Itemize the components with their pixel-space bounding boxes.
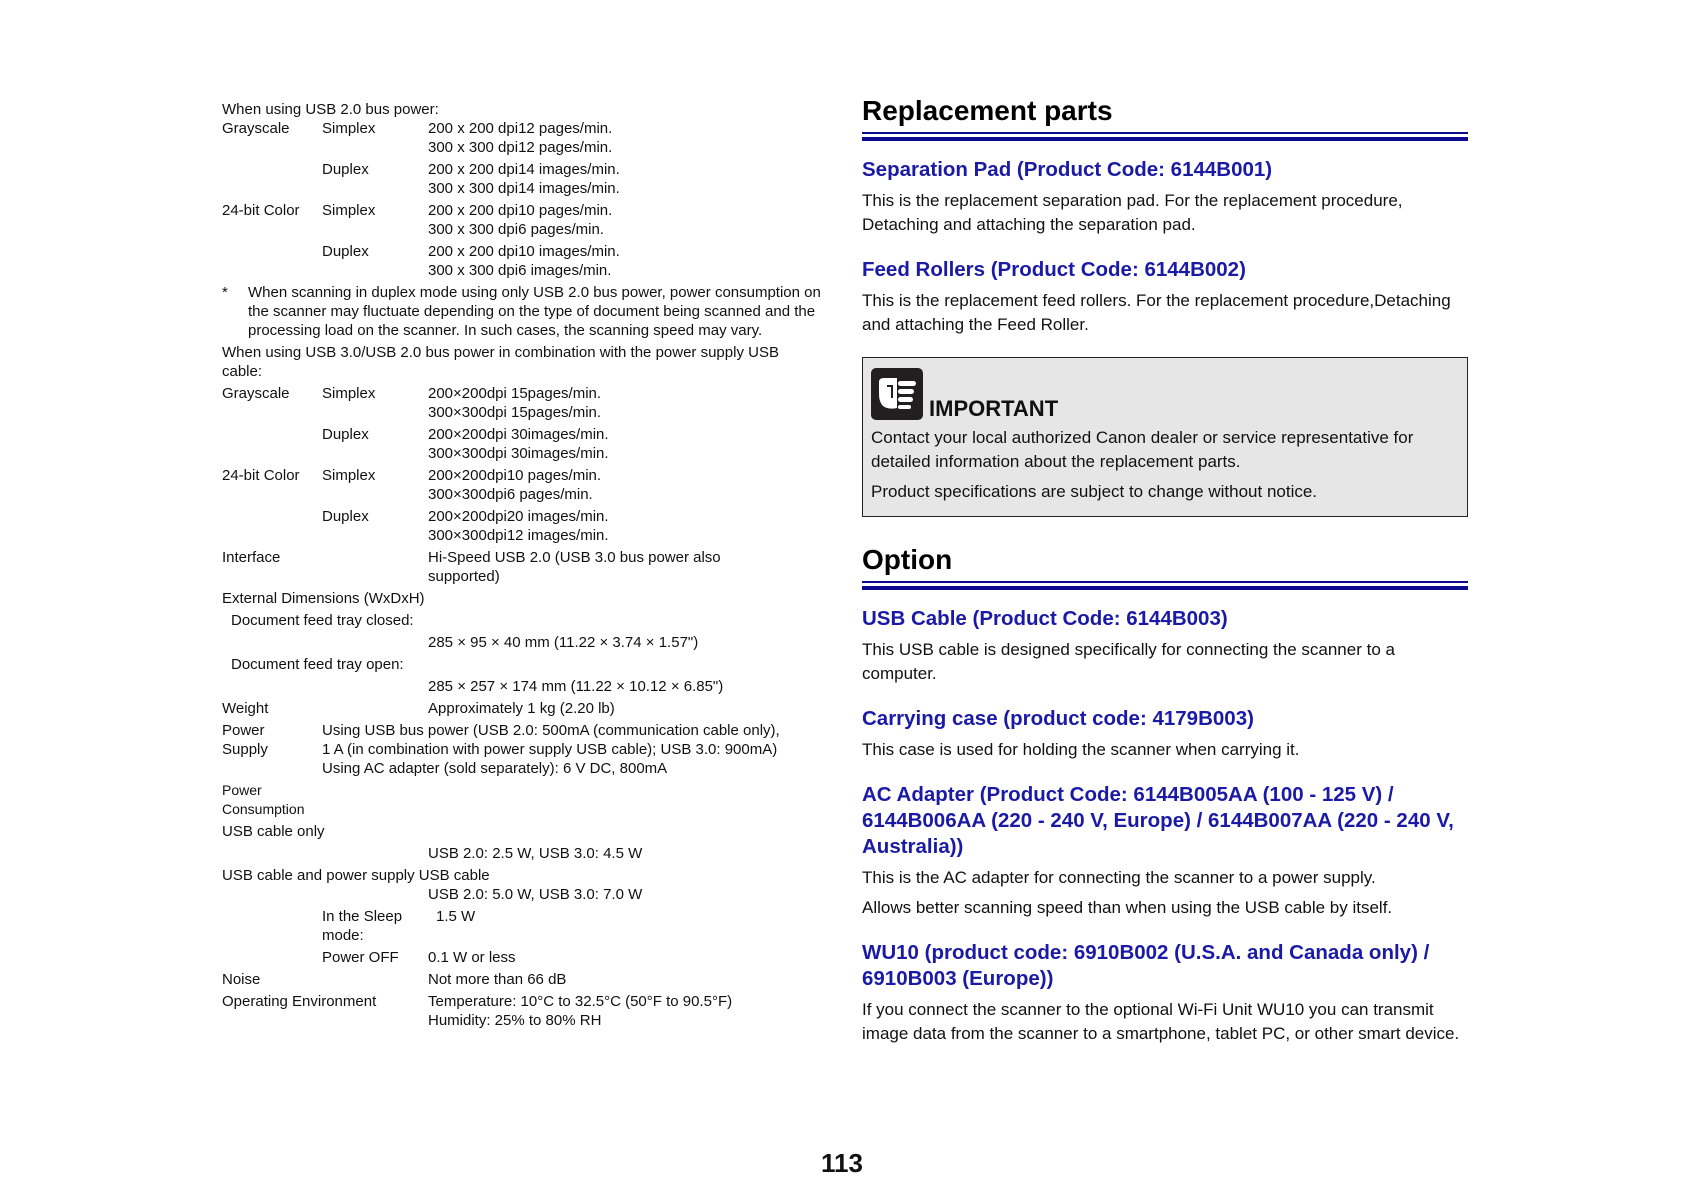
tray-closed-value: 285 × 95 × 40 mm (11.22 × 3.74 × 1.57") [428, 634, 699, 651]
tray-open-label: Document feed tray open: [231, 656, 404, 673]
option-description: If you connect the scanner to the optional Wi-Fi Unit WU10 you can transmit image data from the scanner to a smartphone, tablet PC, or other smart device. [862, 1000, 1460, 1043]
option-title: Carrying case (product code: 4179B003) [862, 707, 1254, 730]
option-description: This is the AC adapter for connecting the scanner to a power supply. [862, 868, 1376, 887]
option-title: WU10 (product code: 6910B002 (U.S.A. and Canada only) / 6910B003 (Europe)) [862, 941, 1430, 990]
usb-and-supply-value: USB 2.0: 5.0 W, USB 3.0: 7.0 W [428, 886, 643, 903]
usb-only-label: USB cable only [222, 823, 325, 840]
important-callout [862, 357, 1468, 517]
heading-rule [862, 581, 1468, 590]
interface-row: Interface Hi-Speed USB 2.0 (USB 3.0 bus power also supported) [222, 549, 721, 585]
footnote [222, 283, 822, 340]
speed-row: Duplex 200×200dpi20 images/min. 300×300dpi12 images/min. [322, 508, 609, 544]
speed-row: 24-bit Color Simplex 200 x 200 dpi10 pages/min. 300 x 300 dpi6 pages/min. [222, 202, 613, 238]
noise-row: Noise Not more than 66 dB [222, 971, 567, 988]
power-consumption-label: Power Consumption [222, 782, 305, 817]
option-description: This USB cable is designed specifically for connecting the scanner to a computer. [862, 640, 1395, 683]
power-off-row: Power OFF 0.1 W or less [322, 949, 516, 966]
speed-row: 24-bit Color Simplex 200×200dpi10 pages/min. 300×300dpi6 pages/min. [222, 467, 602, 503]
part-feed-rollers [862, 257, 1468, 337]
usb-and-supply-label: USB cable and power supply USB cable [222, 867, 490, 884]
heading-rule [862, 132, 1468, 141]
specifications-column [222, 100, 822, 1030]
option-heading: Option [862, 544, 953, 575]
speed-row: Duplex 200 x 200 dpi14 images/min. 300 x 300 dpi14 images/min. [322, 161, 620, 197]
option-usb-cable [862, 606, 1468, 686]
speed-row: Grayscale Simplex 200 x 200 dpi12 pages/min. 300 x 300 dpi12 pages/min. [222, 120, 613, 156]
speed-row: Duplex 200×200dpi 30images/min. 300×300dpi 30images/min. [322, 426, 609, 462]
part-description: This is the replacement feed rollers. For the replacement procedure,Detaching and attaching the Feed Roller. [862, 291, 1451, 334]
option-carrying-case [862, 706, 1468, 762]
footnote-text: When scanning in duplex mode using only USB 2.0 bus power, power consumption on the scanner may fluctuate depending on the type of document being scanned and the processing load on the scanner. In such cases, the scanning speed may vary. [248, 284, 821, 339]
option-ac-adapter [862, 782, 1468, 920]
power-supply-row: Power Supply Using USB bus power (USB 2.0: 500mA (communication cable only), 1 A (in combination with power supply USB cable); USB 3.0: 900mA) Using AC adapter (sold separately): 6 V DC, 800mA [222, 722, 780, 777]
part-description: This is the replacement separation pad. For the replacement procedure, Detaching and attaching the separation pad. [862, 191, 1403, 234]
dimensions-label: External Dimensions (WxDxH) [222, 590, 425, 607]
option-title: AC Adapter (Product Code: 6144B005AA (100 - 125 V) / 6144B006AA (220 - 240 V, Europe) / 6144B007AA (220 - 240 V, Australia)) [862, 783, 1454, 858]
parts-column [862, 94, 1468, 1046]
tray-closed-label: Document feed tray closed: [231, 612, 414, 629]
environment-row: Operating Environment Temperature: 10°C to 32.5°C (50°F to 90.5°F) Humidity: 25% to 80% RH [222, 993, 733, 1029]
option-title: USB Cable (Product Code: 6144B003) [862, 607, 1228, 630]
replacement-parts-heading: Replacement parts [862, 95, 1113, 126]
usb3-header: When using USB 3.0/USB 2.0 bus power in combination with the power supply USB cable: [222, 344, 779, 380]
sleep-row: In the Sleep mode: 1.5 W [322, 908, 476, 944]
usb3-speed-table [222, 384, 822, 545]
option-description: This case is used for holding the scanner when carrying it. [862, 740, 1300, 759]
part-separation-pad [862, 157, 1468, 237]
usb2-speed-table [222, 119, 822, 280]
important-hand-icon [871, 368, 923, 420]
option-wu10 [862, 940, 1468, 1046]
important-line: Contact your local authorized Canon dealer or service representative for detailed information about the replacement parts. [871, 428, 1414, 471]
speed-row: Grayscale Simplex 200×200dpi 15pages/min. 300×300dpi 15pages/min. [222, 385, 602, 421]
asterisk: * [222, 284, 228, 301]
part-title: Feed Rollers (Product Code: 6144B002) [862, 258, 1246, 281]
part-title: Separation Pad (Product Code: 6144B001) [862, 158, 1273, 181]
page-number: 113 [821, 1148, 863, 1178]
usb-only-value: USB 2.0: 2.5 W, USB 3.0: 4.5 W [428, 845, 643, 862]
option-description: Allows better scanning speed than when using the USB cable by itself. [862, 898, 1393, 917]
important-line: Product specifications are subject to change without notice. [871, 482, 1318, 501]
important-title: IMPORTANT [929, 396, 1059, 421]
weight-row: Weight Approximately 1 kg (2.20 lb) [222, 700, 615, 717]
usb2-header: When using USB 2.0 bus power: [222, 101, 439, 118]
tray-open-value: 285 × 257 × 174 mm (11.22 × 10.12 × 6.85") [428, 678, 724, 695]
speed-row: Duplex 200 x 200 dpi10 images/min. 300 x 300 dpi6 images/min. [322, 243, 620, 279]
